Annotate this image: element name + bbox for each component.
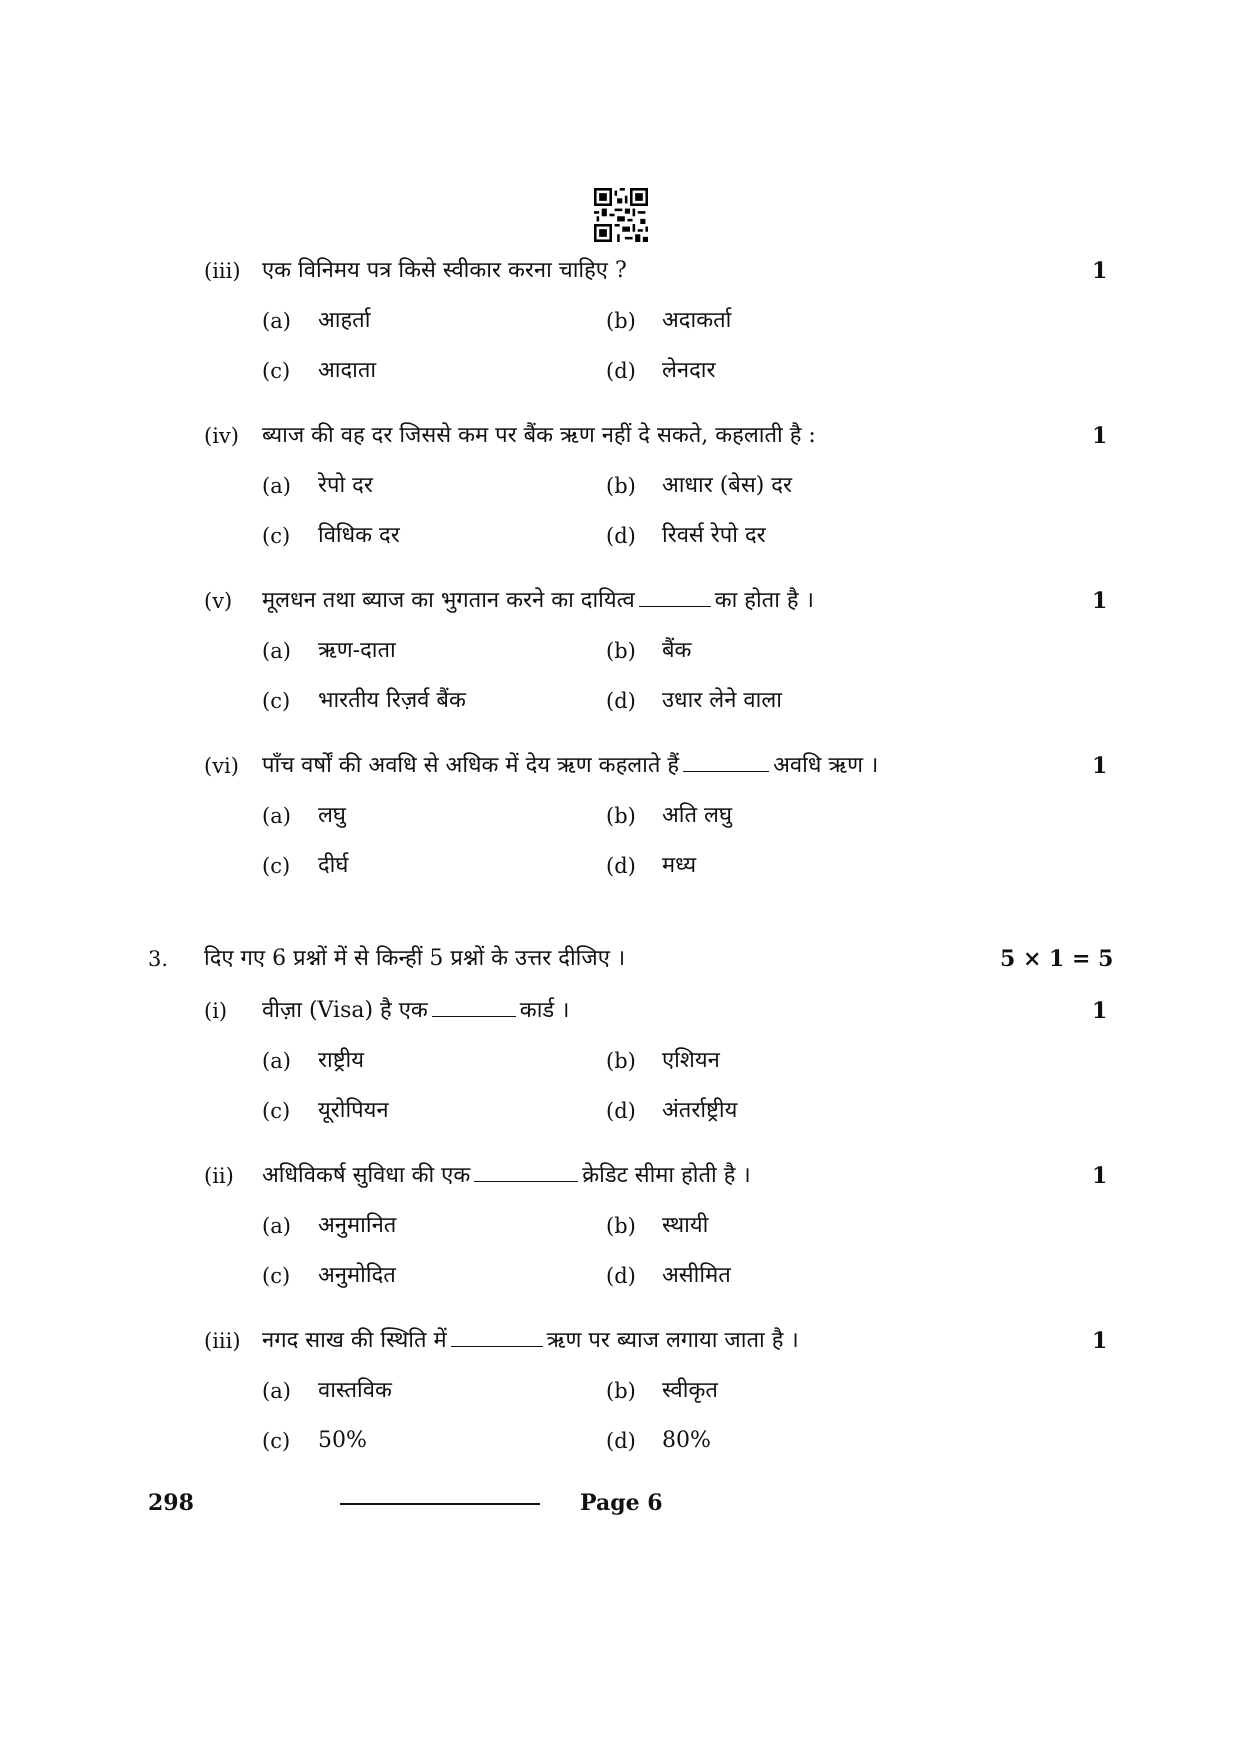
- option-text: अनुमोदित: [318, 1263, 396, 1288]
- option-text: ऋण-दाता: [318, 638, 396, 663]
- question-text: अधिविकर्ष सुविधा की एक क्रेडिट सीमा होती है ।: [262, 1163, 751, 1188]
- question-marks: 1: [1092, 753, 1108, 779]
- option-text: एशियन: [662, 1048, 720, 1073]
- option-text: असीमित: [662, 1263, 731, 1288]
- paper-code: 298: [148, 1490, 194, 1516]
- option-label: (a): [262, 309, 291, 333]
- option-label: (a): [262, 639, 291, 663]
- qr-code-icon: [594, 188, 648, 242]
- question-marks: 1: [1092, 423, 1108, 449]
- option-text: 80%: [662, 1428, 711, 1453]
- option-text: अनुमानित: [318, 1213, 397, 1238]
- option-text: आहर्ता: [318, 308, 371, 333]
- fill-blank: [432, 996, 516, 1017]
- option-label: (a): [262, 1379, 291, 1403]
- question-text: वीज़ा (Visa) है एक कार्ड ।: [262, 998, 570, 1023]
- fill-blank: [451, 1326, 543, 1347]
- question-text: दिए गए 6 प्रश्नों में से किन्हीं 5 प्रश्नों के उत्तर दीजिए ।: [204, 946, 626, 971]
- option-text: राष्ट्रीय: [318, 1048, 365, 1073]
- option-text: दीर्घ: [318, 853, 349, 878]
- option-text: अंतर्राष्ट्रीय: [662, 1098, 738, 1123]
- option-label: (c): [262, 1429, 291, 1453]
- option-label: (b): [606, 474, 636, 498]
- option-label: (b): [606, 1049, 636, 1073]
- fill-blank: [683, 751, 769, 772]
- option-label: (b): [606, 639, 636, 663]
- option-text: लेनदार: [662, 358, 716, 383]
- option-label: (a): [262, 1214, 291, 1238]
- option-label: (b): [606, 309, 636, 333]
- option-label: (d): [606, 689, 636, 713]
- option-text: आधार (बेस) दर: [662, 473, 792, 498]
- question-number: (iii): [204, 1329, 241, 1353]
- option-text: स्थायी: [662, 1213, 709, 1238]
- question-number: (vi): [204, 754, 239, 778]
- question-number: 3.: [148, 947, 169, 971]
- option-text: बैंक: [662, 638, 692, 663]
- option-label: (c): [262, 359, 291, 383]
- question-text: ब्याज की वह दर जिससे कम पर बैंक ऋण नहीं दे सकते, कहलाती है :: [262, 423, 816, 448]
- question-marks: 1: [1092, 1328, 1108, 1354]
- option-text: अति लघु: [662, 803, 732, 828]
- fill-blank: [639, 586, 711, 607]
- option-label: (a): [262, 474, 291, 498]
- option-label: (b): [606, 804, 636, 828]
- page-number: Page 6: [580, 1490, 663, 1516]
- option-text: भारतीय रिज़र्व बैंक: [318, 688, 466, 713]
- question-marks: 1: [1092, 1163, 1108, 1189]
- option-label: (d): [606, 1264, 636, 1288]
- option-text: स्वीकृत: [662, 1378, 718, 1403]
- option-label: (c): [262, 854, 291, 878]
- option-label: (c): [262, 1264, 291, 1288]
- option-label: (d): [606, 1429, 636, 1453]
- question-marks: 1: [1092, 998, 1108, 1024]
- option-label: (b): [606, 1214, 636, 1238]
- option-text: रेपो दर: [318, 473, 373, 498]
- question-text: एक विनिमय पत्र किसे स्वीकार करना चाहिए ?: [262, 258, 627, 283]
- option-label: (b): [606, 1379, 636, 1403]
- question-marks: 1: [1092, 588, 1108, 614]
- option-label: (d): [606, 854, 636, 878]
- question-number: (v): [204, 589, 233, 613]
- question-text: मूलधन तथा ब्याज का भुगतान करने का दायित्व का होता है ।: [262, 588, 814, 613]
- question-number: (i): [204, 999, 228, 1023]
- question-number: (ii): [204, 1164, 234, 1188]
- question-marks: 1: [1092, 258, 1108, 284]
- option-text: उधार लेने वाला: [662, 688, 782, 713]
- option-text: यूरोपियन: [318, 1098, 389, 1123]
- option-text: 50%: [318, 1428, 367, 1453]
- option-text: मध्य: [662, 853, 697, 878]
- footer-divider: [340, 1503, 540, 1505]
- question-marks: 5 × 1 = 5: [1000, 946, 1114, 972]
- option-label: (d): [606, 1099, 636, 1123]
- option-text: आदाता: [318, 358, 377, 383]
- question-number: (iii): [204, 259, 241, 283]
- option-text: अदाकर्ता: [662, 308, 732, 333]
- option-label: (c): [262, 1099, 291, 1123]
- question-number: (iv): [204, 424, 239, 448]
- option-text: लघु: [318, 803, 346, 828]
- option-text: रिवर्स रेपो दर: [662, 523, 766, 548]
- option-label: (a): [262, 804, 291, 828]
- option-text: विधिक दर: [318, 523, 400, 548]
- option-label: (c): [262, 689, 291, 713]
- option-label: (a): [262, 1049, 291, 1073]
- option-label: (d): [606, 359, 636, 383]
- fill-blank: [474, 1161, 578, 1182]
- option-label: (d): [606, 524, 636, 548]
- question-text: पाँच वर्षों की अवधि से अधिक में देय ऋण कहलाते हैं अवधि ऋण ।: [262, 753, 879, 778]
- question-text: नगद साख की स्थिति में ऋण पर ब्याज लगाया जाता है ।: [262, 1328, 799, 1353]
- option-text: वास्तविक: [318, 1378, 392, 1403]
- option-label: (c): [262, 524, 291, 548]
